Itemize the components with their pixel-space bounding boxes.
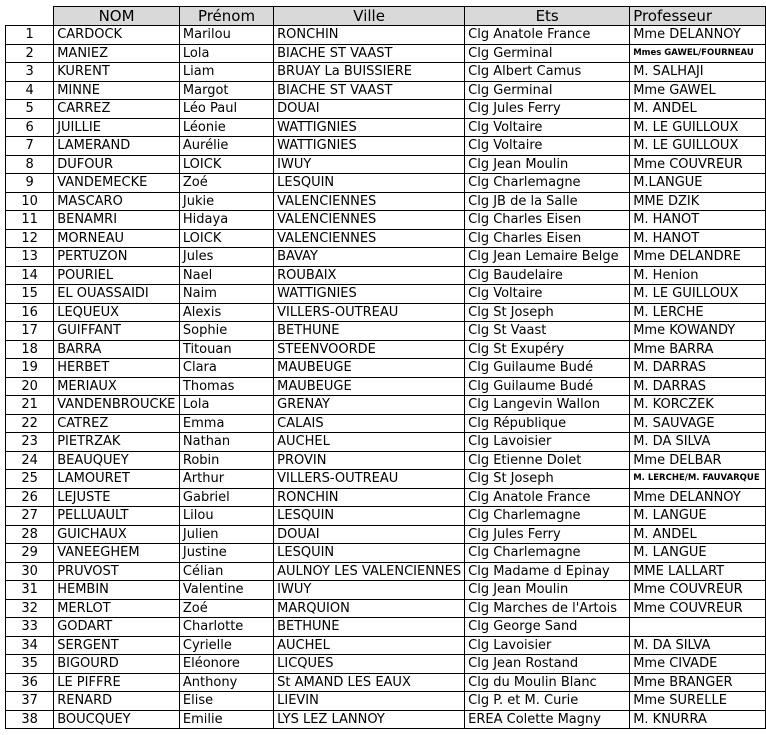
cell-ets: Clg JB de la Salle	[465, 192, 630, 211]
cell-ville: LICQUES	[274, 655, 465, 674]
cell-nom: BARRA	[54, 340, 180, 359]
cell-ville: VILLERS-OUTREAU	[274, 303, 465, 322]
cell-ville: BETHUNE	[274, 322, 465, 341]
header-professeur: Professeur	[630, 7, 766, 26]
cell-ets: Clg Madame d Epinay	[465, 562, 630, 581]
cell-num: 14	[6, 266, 54, 285]
cell-nom: PIETRZAK	[54, 433, 180, 452]
cell-ets: Clg Lavoisier	[465, 433, 630, 452]
table-row	[6, 44, 766, 63]
cell-ville: AUCHEL	[274, 433, 465, 452]
cell-ville: VALENCIENNES	[274, 229, 465, 248]
cell-nom: GUICHAUX	[54, 525, 180, 544]
cell-prenom: Emilie	[179, 710, 273, 729]
cell-ville: St AMAND LES EAUX	[274, 673, 465, 692]
cell-nom: LE PIFFRE	[54, 673, 180, 692]
cell-num: 28	[6, 525, 54, 544]
table-row	[6, 396, 766, 415]
cell-nom: PERTUZON	[54, 248, 180, 267]
table-row	[6, 562, 766, 581]
cell-num: 2	[6, 44, 54, 63]
cell-ets: Clg George Sand	[465, 618, 630, 637]
cell-ets: Clg Jean Moulin	[465, 155, 630, 174]
cell-ville: ROUBAIX	[274, 266, 465, 285]
cell-nom: BOUCQUEY	[54, 710, 180, 729]
cell-ville: MARQUION	[274, 599, 465, 618]
cell-num: 11	[6, 211, 54, 230]
cell-ville: WATTIGNIES	[274, 285, 465, 304]
cell-ets: Clg Jules Ferry	[465, 100, 630, 119]
cell-nom: DUFOUR	[54, 155, 180, 174]
cell-prenom: Titouan	[179, 340, 273, 359]
cell-num: 6	[6, 118, 54, 137]
cell-ets: Clg Marches de l'Artois	[465, 599, 630, 618]
cell-ets: Clg Jean Moulin	[465, 581, 630, 600]
cell-prenom: Léo Paul	[179, 100, 273, 119]
cell-ville: GRENAY	[274, 396, 465, 415]
cell-professeur: M. Henion	[630, 266, 766, 285]
cell-prenom: Aurélie	[179, 137, 273, 156]
cell-ville: MAUBEUGE	[274, 359, 465, 378]
cell-ets: Clg Germinal	[465, 44, 630, 63]
cell-prenom: Gabriel	[179, 488, 273, 507]
cell-professeur: Mme DELBAR	[630, 451, 766, 470]
table-row	[6, 285, 766, 304]
cell-ets: Clg Voltaire	[465, 285, 630, 304]
cell-num: 26	[6, 488, 54, 507]
cell-prenom: Justine	[179, 544, 273, 563]
cell-ville: RONCHIN	[274, 488, 465, 507]
header-nom: NOM	[54, 7, 180, 26]
cell-ets: Clg Guilaume Budé	[465, 377, 630, 396]
cell-nom: MINNE	[54, 81, 180, 100]
cell-num: 17	[6, 322, 54, 341]
table-row	[6, 100, 766, 119]
cell-ville: LESQUIN	[274, 507, 465, 526]
cell-ets: Clg Voltaire	[465, 118, 630, 137]
cell-prenom: Arthur	[179, 470, 273, 489]
cell-nom: HERBET	[54, 359, 180, 378]
cell-ets: Clg P. et M. Curie	[465, 692, 630, 711]
cell-ets: Clg Albert Camus	[465, 63, 630, 82]
table-row	[6, 692, 766, 711]
cell-nom: MERLOT	[54, 599, 180, 618]
cell-ville: IWUY	[274, 581, 465, 600]
table-row	[6, 248, 766, 267]
table-row	[6, 211, 766, 230]
cell-ville: LIEVIN	[274, 692, 465, 711]
cell-ville: WATTIGNIES	[274, 118, 465, 137]
cell-professeur: M. LERCHE	[630, 303, 766, 322]
cell-nom: PRUVOST	[54, 562, 180, 581]
cell-professeur: Mme BRANGER	[630, 673, 766, 692]
cell-professeur: Mme GAWEL	[630, 81, 766, 100]
cell-nom: EL OUASSAIDI	[54, 285, 180, 304]
cell-ville: BAVAY	[274, 248, 465, 267]
cell-ville: MAUBEUGE	[274, 377, 465, 396]
cell-prenom: Léonie	[179, 118, 273, 137]
header-row	[6, 7, 766, 26]
cell-prenom: Lola	[179, 44, 273, 63]
table-row	[6, 174, 766, 193]
cell-num: 3	[6, 63, 54, 82]
table-row	[6, 229, 766, 248]
cell-nom: VANEEGHEM	[54, 544, 180, 563]
table-row	[6, 544, 766, 563]
cell-professeur: M. LE GUILLOUX	[630, 137, 766, 156]
table-row	[6, 599, 766, 618]
cell-ville: DOUAI	[274, 100, 465, 119]
cell-professeur: Mme COUVREUR	[630, 581, 766, 600]
cell-ville: DOUAI	[274, 525, 465, 544]
cell-num: 27	[6, 507, 54, 526]
cell-professeur: M. SAUVAGE	[630, 414, 766, 433]
table-row	[6, 322, 766, 341]
cell-num: 21	[6, 396, 54, 415]
cell-prenom: LOICK	[179, 155, 273, 174]
header-ville: Ville	[274, 7, 465, 26]
cell-ville: PROVIN	[274, 451, 465, 470]
cell-num: 5	[6, 100, 54, 119]
cell-prenom: Julien	[179, 525, 273, 544]
cell-num: 8	[6, 155, 54, 174]
cell-nom: CARREZ	[54, 100, 180, 119]
cell-prenom: Nael	[179, 266, 273, 285]
cell-nom: CATREZ	[54, 414, 180, 433]
cell-nom: VANDENBROUCKE	[54, 396, 180, 415]
cell-num: 9	[6, 174, 54, 193]
cell-prenom: Clara	[179, 359, 273, 378]
cell-professeur: Mme CIVADE	[630, 655, 766, 674]
cell-prenom: Charlotte	[179, 618, 273, 637]
cell-num: 19	[6, 359, 54, 378]
cell-num: 15	[6, 285, 54, 304]
cell-nom: MORNEAU	[54, 229, 180, 248]
cell-prenom: Zoé	[179, 174, 273, 193]
cell-nom: LAMERAND	[54, 137, 180, 156]
cell-professeur: M. ANDEL	[630, 100, 766, 119]
table-row	[6, 581, 766, 600]
cell-num: 22	[6, 414, 54, 433]
cell-nom: MASCARO	[54, 192, 180, 211]
cell-ets: Clg Anatole France	[465, 26, 630, 45]
table-row	[6, 414, 766, 433]
cell-professeur: M. LANGUE	[630, 507, 766, 526]
table-row	[6, 673, 766, 692]
cell-nom: VANDEMECKE	[54, 174, 180, 193]
table-row	[6, 488, 766, 507]
cell-prenom: Alexis	[179, 303, 273, 322]
cell-ets: Clg St Joseph	[465, 303, 630, 322]
table-row	[6, 507, 766, 526]
cell-num: 24	[6, 451, 54, 470]
cell-professeur	[630, 618, 766, 637]
cell-num: 18	[6, 340, 54, 359]
cell-num: 37	[6, 692, 54, 711]
cell-professeur: Mme KOWANDY	[630, 322, 766, 341]
cell-num: 4	[6, 81, 54, 100]
cell-num: 25	[6, 470, 54, 489]
table-row	[6, 303, 766, 322]
cell-professeur: Mme SURELLE	[630, 692, 766, 711]
cell-num: 10	[6, 192, 54, 211]
cell-prenom: Robin	[179, 451, 273, 470]
cell-num: 34	[6, 636, 54, 655]
cell-professeur: M. HANOT	[630, 211, 766, 230]
cell-prenom: Jukie	[179, 192, 273, 211]
cell-num: 33	[6, 618, 54, 637]
cell-ets: Clg Anatole France	[465, 488, 630, 507]
cell-professeur: M.LANGUE	[630, 174, 766, 193]
cell-num: 20	[6, 377, 54, 396]
table-row	[6, 451, 766, 470]
cell-prenom: Lola	[179, 396, 273, 415]
cell-prenom: Elise	[179, 692, 273, 711]
cell-ets: Clg St Vaast	[465, 322, 630, 341]
table-row	[6, 81, 766, 100]
cell-prenom: Anthony	[179, 673, 273, 692]
cell-nom: GUIFFANT	[54, 322, 180, 341]
cell-nom: MANIEZ	[54, 44, 180, 63]
cell-professeur: M. ANDEL	[630, 525, 766, 544]
cell-professeur: M. KORCZEK	[630, 396, 766, 415]
cell-prenom: Marilou	[179, 26, 273, 45]
cell-nom: BIGOURD	[54, 655, 180, 674]
cell-professeur: M. KNURRA	[630, 710, 766, 729]
cell-ville: AUCHEL	[274, 636, 465, 655]
cell-ville: VALENCIENNES	[274, 211, 465, 230]
cell-nom: PELLUAULT	[54, 507, 180, 526]
cell-ets: Clg Jean Lemaire Belge	[465, 248, 630, 267]
cell-professeur: M. LE GUILLOUX	[630, 118, 766, 137]
table-row	[6, 618, 766, 637]
cell-ville: VILLERS-OUTREAU	[274, 470, 465, 489]
cell-prenom: Cyrielle	[179, 636, 273, 655]
table-row	[6, 377, 766, 396]
cell-ets: Clg Voltaire	[465, 137, 630, 156]
table-row	[6, 433, 766, 452]
table-row	[6, 118, 766, 137]
table-row	[6, 710, 766, 729]
cell-nom: HEMBIN	[54, 581, 180, 600]
cell-prenom: Lilou	[179, 507, 273, 526]
cell-nom: MERIAUX	[54, 377, 180, 396]
cell-prenom: Margot	[179, 81, 273, 100]
cell-prenom: LOICK	[179, 229, 273, 248]
cell-professeur: Mme DELANNOY	[630, 26, 766, 45]
cell-professeur: M. SALHAJI	[630, 63, 766, 82]
table-row	[6, 359, 766, 378]
cell-ville: CALAIS	[274, 414, 465, 433]
cell-num: 36	[6, 673, 54, 692]
cell-professeur: M. LANGUE	[630, 544, 766, 563]
table-row	[6, 266, 766, 285]
cell-num: 30	[6, 562, 54, 581]
table-row	[6, 636, 766, 655]
cell-ville: BETHUNE	[274, 618, 465, 637]
cell-num: 1	[6, 26, 54, 45]
cell-professeur: Mmes GAWEL/FOURNEAU	[630, 44, 766, 63]
cell-num: 29	[6, 544, 54, 563]
cell-prenom: Nathan	[179, 433, 273, 452]
cell-ets: Clg St Joseph	[465, 470, 630, 489]
cell-nom: KURENT	[54, 63, 180, 82]
cell-prenom: Liam	[179, 63, 273, 82]
cell-prenom: Sophie	[179, 322, 273, 341]
cell-prenom: Hidaya	[179, 211, 273, 230]
table-row	[6, 155, 766, 174]
cell-prenom: Zoé	[179, 599, 273, 618]
cell-nom: LEJUSTE	[54, 488, 180, 507]
table-row	[6, 137, 766, 156]
cell-professeur: M. DARRAS	[630, 377, 766, 396]
cell-prenom: Célian	[179, 562, 273, 581]
cell-ville: RONCHIN	[274, 26, 465, 45]
cell-num: 16	[6, 303, 54, 322]
cell-prenom: Jules	[179, 248, 273, 267]
cell-ets: Clg Charlemagne	[465, 507, 630, 526]
table-row	[6, 340, 766, 359]
cell-nom: RENARD	[54, 692, 180, 711]
cell-ets: Clg Charles Eisen	[465, 211, 630, 230]
cell-professeur: M. DA SILVA	[630, 433, 766, 452]
cell-professeur: MME LALLART	[630, 562, 766, 581]
cell-professeur: Mme DELANNOY	[630, 488, 766, 507]
cell-ville: LYS LEZ LANNOY	[274, 710, 465, 729]
cell-professeur: M. DA SILVA	[630, 636, 766, 655]
cell-ville: AULNOY LES VALENCIENNES	[274, 562, 465, 581]
cell-ets: Clg Charlemagne	[465, 174, 630, 193]
cell-prenom: Emma	[179, 414, 273, 433]
cell-ets: Clg Jean Rostand	[465, 655, 630, 674]
cell-ville: IWUY	[274, 155, 465, 174]
cell-prenom: Eléonore	[179, 655, 273, 674]
cell-professeur: MME DZIK	[630, 192, 766, 211]
cell-num: 12	[6, 229, 54, 248]
cell-prenom: Naim	[179, 285, 273, 304]
cell-num: 32	[6, 599, 54, 618]
cell-ets: Clg Etienne Dolet	[465, 451, 630, 470]
cell-professeur: Mme BARRA	[630, 340, 766, 359]
cell-ets: Clg Charles Eisen	[465, 229, 630, 248]
cell-ville: VALENCIENNES	[274, 192, 465, 211]
cell-num: 38	[6, 710, 54, 729]
cell-professeur: M. HANOT	[630, 229, 766, 248]
table-row	[6, 192, 766, 211]
table-row	[6, 63, 766, 82]
cell-prenom: Thomas	[179, 377, 273, 396]
cell-ets: Clg Lavoisier	[465, 636, 630, 655]
cell-ville: BRUAY La BUISSIERE	[274, 63, 465, 82]
cell-nom: GODART	[54, 618, 180, 637]
cell-ets: Clg St Exupéry	[465, 340, 630, 359]
cell-ets: Clg Langevin Wallon	[465, 396, 630, 415]
cell-ville: LESQUIN	[274, 544, 465, 563]
header-num	[6, 7, 54, 26]
cell-ets: Clg Jules Ferry	[465, 525, 630, 544]
cell-nom: POURIEL	[54, 266, 180, 285]
cell-ets: Clg Baudelaire	[465, 266, 630, 285]
cell-num: 31	[6, 581, 54, 600]
cell-ets: Clg République	[465, 414, 630, 433]
cell-nom: SERGENT	[54, 636, 180, 655]
cell-ville: BIACHE ST VAAST	[274, 44, 465, 63]
cell-num: 7	[6, 137, 54, 156]
cell-professeur: M. LE GUILLOUX	[630, 285, 766, 304]
cell-num: 13	[6, 248, 54, 267]
cell-professeur: Mme COUVREUR	[630, 155, 766, 174]
cell-nom: BEAUQUEY	[54, 451, 180, 470]
cell-professeur: Mme COUVREUR	[630, 599, 766, 618]
cell-ville: WATTIGNIES	[274, 137, 465, 156]
cell-ets: Clg Charlemagne	[465, 544, 630, 563]
cell-nom: LEQUEUX	[54, 303, 180, 322]
table-row	[6, 525, 766, 544]
cell-professeur: M. DARRAS	[630, 359, 766, 378]
table-row	[6, 470, 766, 489]
cell-ville: STEENVOORDE	[274, 340, 465, 359]
table-row	[6, 655, 766, 674]
participants-table	[5, 6, 766, 729]
cell-nom: CARDOCK	[54, 26, 180, 45]
cell-num: 23	[6, 433, 54, 452]
header-ets: Ets	[465, 7, 630, 26]
cell-professeur: Mme DELANDRE	[630, 248, 766, 267]
cell-ets: EREA Colette Magny	[465, 710, 630, 729]
cell-ville: LESQUIN	[274, 174, 465, 193]
header-prenom: Prénom	[179, 7, 273, 26]
cell-ets: Clg Germinal	[465, 81, 630, 100]
cell-ville: BIACHE ST VAAST	[274, 81, 465, 100]
cell-nom: LAMOURET	[54, 470, 180, 489]
cell-num: 35	[6, 655, 54, 674]
cell-nom: JUILLIE	[54, 118, 180, 137]
cell-prenom: Valentine	[179, 581, 273, 600]
cell-nom: BENAMRI	[54, 211, 180, 230]
cell-professeur: M. LERCHE/M. FAUVARQUE	[630, 470, 766, 489]
cell-ets: Clg Guilaume Budé	[465, 359, 630, 378]
cell-ets: Clg du Moulin Blanc	[465, 673, 630, 692]
table-row	[6, 26, 766, 45]
